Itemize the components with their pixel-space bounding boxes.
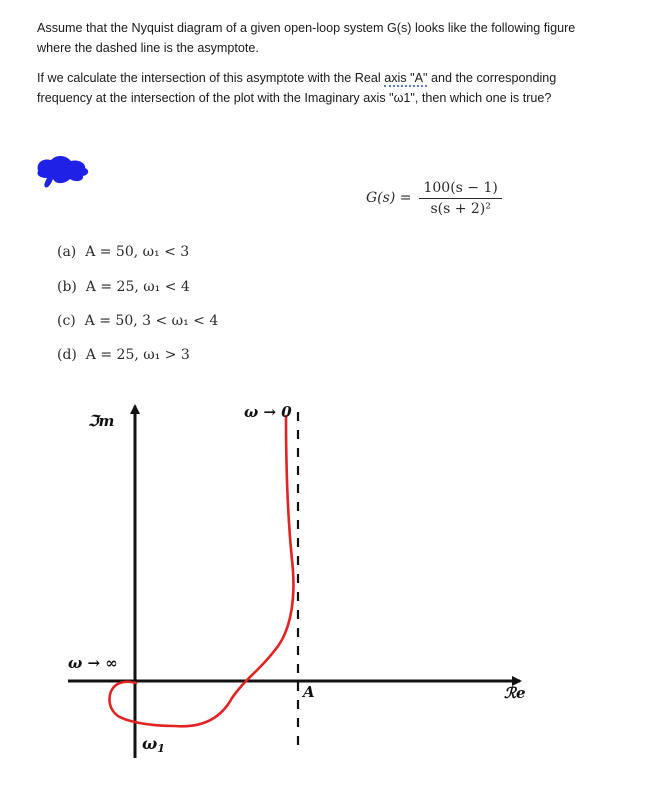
nyquist-diagram xyxy=(0,380,654,780)
question-line-3-end: and the corresponding xyxy=(427,71,557,85)
omega-to-infinity-label: ω → ∞ xyxy=(68,654,118,672)
option-b-text: A = 25, ω₁ < 4 xyxy=(85,279,190,295)
question-line-3 xyxy=(37,68,637,88)
im-axis-label: ℑm xyxy=(88,412,115,430)
question-line-2: where the dashed line is the asymptote. xyxy=(37,41,259,55)
omega-one-symbol: ω xyxy=(142,734,158,753)
option-c-text: A = 50, 3 < ω₁ < 4 xyxy=(84,313,219,329)
blue-scribble-blob xyxy=(34,154,96,192)
option-a[interactable] xyxy=(57,244,189,260)
transfer-function-denominator: s(s + 2)² xyxy=(430,200,491,217)
re-axis-label: ℛe xyxy=(504,684,526,702)
question-line-4: frequency at the intersection of the plot with the Imaginary axis "ω1", then which one is true? xyxy=(37,91,552,105)
question-line-1: Assume that the Nyquist diagram of a given open-loop system G(s) looks like the following figure xyxy=(37,21,576,35)
option-b-label: (b) xyxy=(57,279,77,295)
blob-shape xyxy=(37,156,88,187)
question-paragraph-2 xyxy=(37,68,637,108)
transfer-function xyxy=(366,176,502,220)
option-c-label: (c) xyxy=(57,313,76,329)
option-a-text: A = 50, ω₁ < 3 xyxy=(85,244,190,260)
option-c[interactable] xyxy=(57,313,218,329)
asymptote-a-label: A xyxy=(303,683,315,701)
transfer-function-fraction xyxy=(419,180,501,217)
omega-to-zero-label: ω → 0 xyxy=(244,403,292,421)
option-d[interactable] xyxy=(57,347,190,363)
question-paragraph-1 xyxy=(37,18,637,58)
option-d-label: (d) xyxy=(57,347,77,363)
option-a-label: (a) xyxy=(57,244,77,260)
question-line-3-start: If we calculate the intersection of this asymptote with the Real xyxy=(37,71,385,85)
option-b[interactable] xyxy=(57,279,190,295)
omega-one-label xyxy=(142,734,165,755)
omega-one-subscript: 1 xyxy=(157,742,165,755)
option-d-text: A = 25, ω₁ > 3 xyxy=(85,347,190,363)
transfer-function-lhs: G(s) = xyxy=(366,190,412,206)
underlined-axis-a: axis "A" xyxy=(384,71,428,85)
transfer-function-numerator: 100(s − 1) xyxy=(419,180,501,199)
